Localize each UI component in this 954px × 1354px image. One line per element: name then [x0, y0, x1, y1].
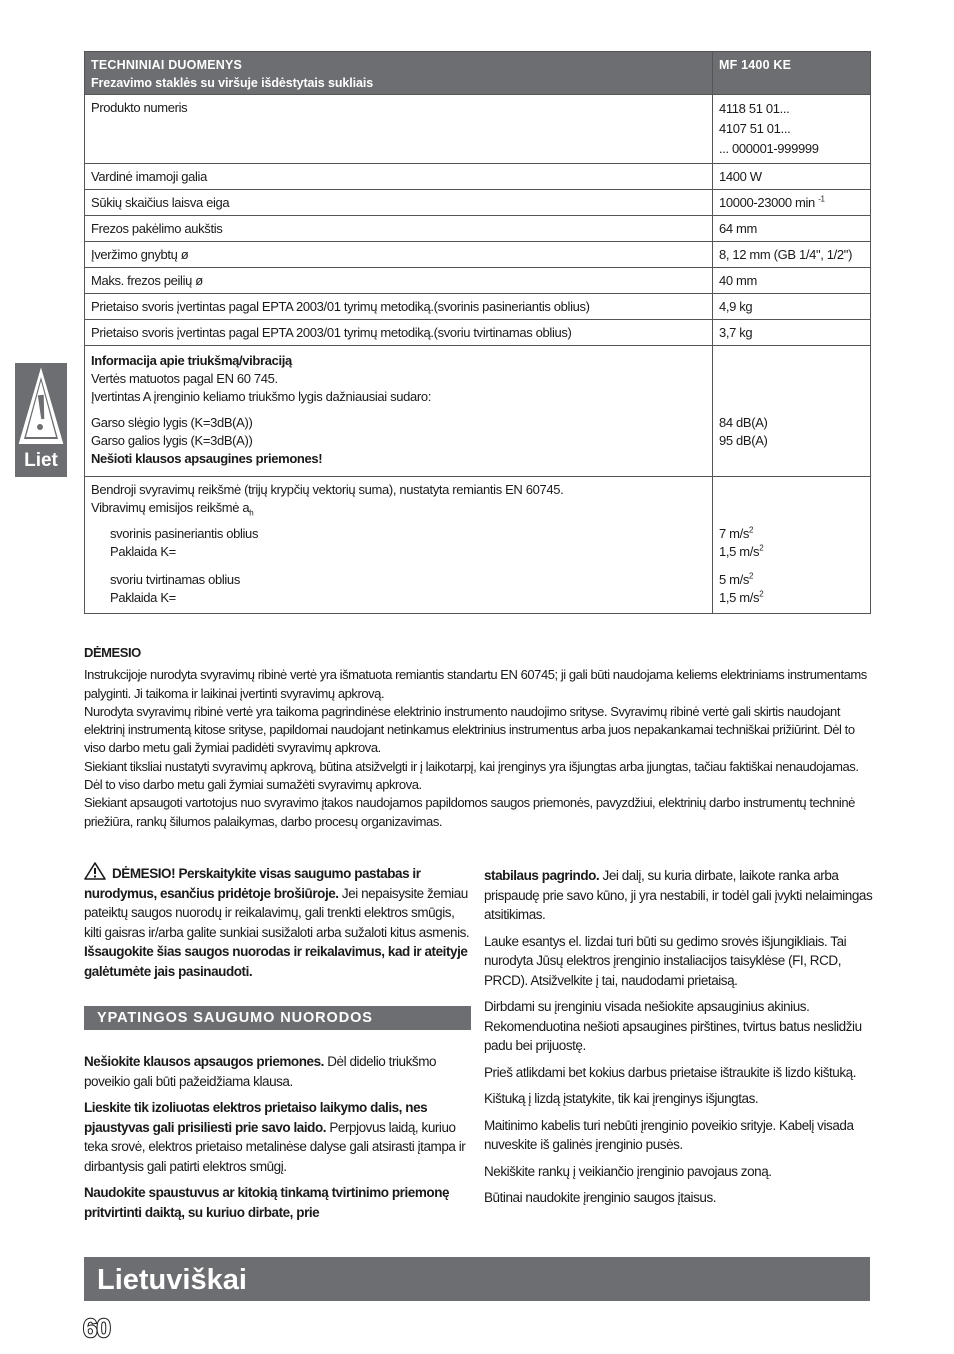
plunge-tol-text: 1,5 m/s — [719, 544, 760, 559]
safety-paragraph: Prieš atlikdami bet kokius darbus prietaise ištraukite iš lizdo kištuką. — [484, 1064, 857, 1080]
table-row — [85, 268, 871, 294]
noise-line-2: Įvertintas A įrenginio keliamo triukšmo lygis dažniausiai sudaro: — [91, 389, 431, 404]
rpm-value: 10000-23000 min — [719, 195, 815, 210]
attention-paragraph: Siekiant apsaugoti vartotojus nuo svyravimo įtakos naudojamos papildomos saugos priemonės, pavyzdžiui, elektrinių darbo instrumentų techninė priežiūra, rankų šilumos palaikymas, darbo procesų organizavimas. — [84, 795, 855, 829]
safety-paragraph — [484, 866, 874, 925]
attention-section — [84, 644, 871, 831]
safety-paragraph — [84, 1183, 472, 1222]
row-value — [713, 190, 871, 216]
rpm-exponent: -1 — [818, 194, 825, 204]
row-value: 3,7 kg — [713, 320, 871, 346]
row-label: Vardinė imamoji galia — [85, 164, 713, 190]
plunge-vibration-value — [719, 525, 864, 543]
safety-paragraph: Lauke esantys el. lizdai turi būti su gedimo srovės išjungikliais. Tai nurodyta Jūsų elektros įrenginio instaliacijos taisyklėse (FI, RCD, PRCD). Atsižvelkite į tai, naudodami prietaisą. — [484, 933, 847, 988]
row-label: Prietaiso svoris įvertintas pagal EPTA 2003/01 tyrimų metodiką.(svorinis pasineriantis oblius) — [85, 294, 713, 320]
unit-exponent: 2 — [759, 589, 764, 599]
sound-pressure-value: 84 dB(A) — [719, 415, 768, 430]
row-value — [713, 95, 871, 164]
vibration-line-1: Bendroji svyravimų reikšmė (trijų krypčių vektorių suma), nustatyta remiantis EN 60745. — [91, 482, 564, 497]
noise-title: Informacija apie triukšmą/vibraciją — [91, 353, 292, 368]
product-number-2: 4107 51 01... — [719, 121, 791, 136]
table-header-subtitle: Frezavimo staklės su viršuje išdėstytais sukliais — [91, 76, 374, 90]
right-column — [484, 866, 874, 1215]
fixed-vibration-value — [719, 571, 864, 589]
noise-info — [85, 346, 713, 477]
safety-text: Jei dalį, su kuria dirbate, laikote ranka arba prispaudę prie savo kūno, ji yra nestabili, ir todėl gali įvykti nelaimingas atsitikimas. — [484, 868, 873, 922]
fixed-router-label: svoriu tvirtinamas oblius — [110, 572, 240, 587]
noise-row — [85, 346, 871, 477]
safety-paragraph — [84, 1098, 472, 1176]
unit-exponent: 2 — [759, 543, 764, 553]
technical-data-table — [84, 51, 871, 614]
fixed-value-text: 5 m/s — [719, 572, 750, 587]
row-label: Maks. frezos peilių ø — [85, 268, 713, 294]
warning-bold-1: DĖMESIO! Perskaitykite visas saugumo pastabas ir nurodymus, esančius pridėtoje brošiūroje. — [84, 866, 421, 901]
general-warning — [84, 862, 472, 981]
table-row — [85, 164, 871, 190]
fixed-tolerance-value — [719, 589, 864, 607]
table-header-model: MF 1400 KE — [713, 52, 871, 95]
row-label: Įveržimo gnybtų ø — [85, 242, 713, 268]
fixed-tol-text: 1,5 m/s — [719, 590, 760, 605]
warning-triangle-icon — [18, 367, 64, 447]
attention-paragraph: Nurodyta svyravimų ribinė vertė yra taikoma pagrindinėse elektrinio instrumento naudojimo srityse. Svyravimų ribinė vertė gali skirtis naudojant elektrinį instrumentą kitose srityse, papildomai naudojant netinkamus elektrinius instrumentus arba juos nepakankamai techniškai prižiūrint. Dėl to viso darbo metu gali žymiai padidėti svyravimų apkrova. — [84, 703, 855, 756]
sound-power-value: 95 dB(A) — [719, 433, 768, 448]
section-title: YPATINGOS SAUGUMO NUORODOS — [84, 1006, 471, 1030]
safety-bold: Naudokite spaustuvus ar kitokią tinkamą tvirtinimo priemonę pritvirtinti daiktą, su kuriuo dirbate, prie — [84, 1185, 450, 1220]
noise-values — [713, 346, 871, 477]
row-value: 1400 W — [713, 164, 871, 190]
table-row — [85, 320, 871, 346]
safety-bold: Nešiokite klausos apsaugos priemones. — [84, 1054, 324, 1069]
unit-exponent: 2 — [749, 525, 754, 535]
safety-paragraph — [84, 1052, 472, 1091]
table-header-title — [85, 52, 713, 95]
attention-title: DĖMESIO — [84, 645, 141, 660]
table-row — [85, 242, 871, 268]
page-number: 60 — [83, 1313, 110, 1343]
row-label: Frezos pakėlimo aukštis — [85, 216, 713, 242]
sound-pressure-label: Garso slėgio lygis (K=3dB(A)) — [91, 415, 253, 430]
safety-text: Perpjovus laidą, kuriuo teka srovė, elektros prietaiso metalinėse dalyse gali atsirasti įtampa ir dirbantysis gali patirti elektros smūgį. — [84, 1119, 466, 1174]
table-row — [85, 294, 871, 320]
language-side-tab — [15, 363, 67, 477]
table-row — [85, 190, 871, 216]
vibration-subscript: h — [249, 508, 254, 518]
tolerance-label: Paklaida K= — [110, 544, 176, 559]
noise-line-1: Vertės matuotos pagal EN 60 745. — [91, 371, 278, 386]
safety-paragraph: Maitinimo kabelis turi nebūti įrenginio poveikio srityje. Kabelį visada nuveskite iš galinės įrenginio pusės. — [484, 1117, 854, 1152]
sound-power-label: Garso galios lygis (K=3dB(A)) — [91, 433, 253, 448]
row-label: Sūkių skaičius laisva eiga — [85, 190, 713, 216]
hearing-protection-note: Nešioti klausos apsaugines priemones! — [91, 451, 323, 466]
plunge-router-label: svorinis pasineriantis oblius — [110, 526, 259, 541]
table-header-title-text: TECHNINIAI DUOMENYS — [91, 58, 243, 72]
vibration-row — [85, 477, 871, 614]
safety-paragraph: Būtinai naudokite įrenginio saugos įtaisus. — [484, 1190, 717, 1205]
safety-text: Dėl didelio triukšmo poveikio gali būti pažeidžiama klausa. — [84, 1054, 437, 1089]
plunge-value-text: 7 m/s — [719, 526, 750, 541]
row-value: 64 mm — [713, 216, 871, 242]
warning-text-1: Jei nepaisysite žemiau pateiktų saugos nuorodų ir reikalavimų, gali trenkti elektros smūgis, kilti gaisras ir/arba galite sunkiai susižaloti arba sužaloti kitus asmenis. — [84, 885, 470, 940]
warning-bold-2: Išsaugokite šias saugos nuorodas ir reikalavimus, kad ir ateityje galėtumėte jais pasinaudoti. — [84, 944, 468, 979]
vibration-info — [85, 477, 713, 614]
row-value: 8, 12 mm (GB 1/4", 1/2") — [713, 242, 871, 268]
table-row — [85, 95, 871, 164]
warning-block — [84, 862, 472, 988]
safety-paragraph: Nekiškite rankų į veikiančio įrenginio pavojaus zoną. — [484, 1163, 772, 1179]
left-column — [84, 1052, 472, 1229]
row-label: Produkto numeris — [85, 95, 713, 164]
safety-paragraph: Dirbdami su įrenginiu visada nešiokite apsauginius akinius. Rekomenduotina nešioti apsaugines pirštines, tvirtus batus neslidžiu padu bei prijuostę. — [484, 999, 862, 1053]
row-label: Prietaiso svoris įvertintas pagal EPTA 2003/01 tyrimų metodiką.(svoriu tvirtinamas oblius) — [85, 320, 713, 346]
table-row — [85, 216, 871, 242]
safety-bold: Lieskite tik izoliuotas elektros prietaiso laikymo dalis, nes pjaustyvas gali prisiliesti prie savo laido. — [84, 1100, 428, 1135]
safety-bold: stabilaus pagrindo. — [484, 868, 600, 883]
vibration-values — [713, 477, 871, 614]
side-tab-label: Liet — [24, 450, 58, 471]
plunge-tolerance-value — [719, 543, 864, 561]
table-header-row — [85, 52, 871, 95]
warning-triangle-icon — [84, 862, 106, 880]
product-number-1: 4118 51 01... — [719, 101, 790, 116]
product-number-3: ... 000001-999999 — [719, 141, 819, 156]
attention-paragraph: Instrukcijoje nurodyta svyravimų ribinė vertė yra išmatuota remiantis standartu EN 60745; ji gali būti naudojama keliems elektriniams instrumentams palyginti. Ji taikoma ir laikinai įvertinti svyravimų apkrovą. — [84, 667, 867, 701]
unit-exponent: 2 — [749, 571, 754, 581]
row-value: 4,9 kg — [713, 294, 871, 320]
attention-paragraph: Siekiant tiksliai nustatyti svyravimų apkrovą, būtina atsižvelgti ir į laikotarpį, kai įrenginys yra išjungtas arba įjungtas, tačiau faktiškai nenaudojamas. Dėl to viso darbo metu gali žymiai sumažėti svyravimų apkrova. — [84, 758, 859, 793]
tolerance-label: Paklaida K= — [110, 590, 176, 605]
vibration-line-2 — [91, 499, 706, 517]
vibration-emission-label: Vibravimų emisijos reikšmė a — [91, 500, 250, 515]
language-footer-bar: Lietuviškai — [84, 1257, 870, 1301]
row-value: 40 mm — [713, 268, 871, 294]
safety-paragraph: Kištuką į lizdą įstatykite, tik kai įrenginys išjungtas. — [484, 1091, 759, 1106]
